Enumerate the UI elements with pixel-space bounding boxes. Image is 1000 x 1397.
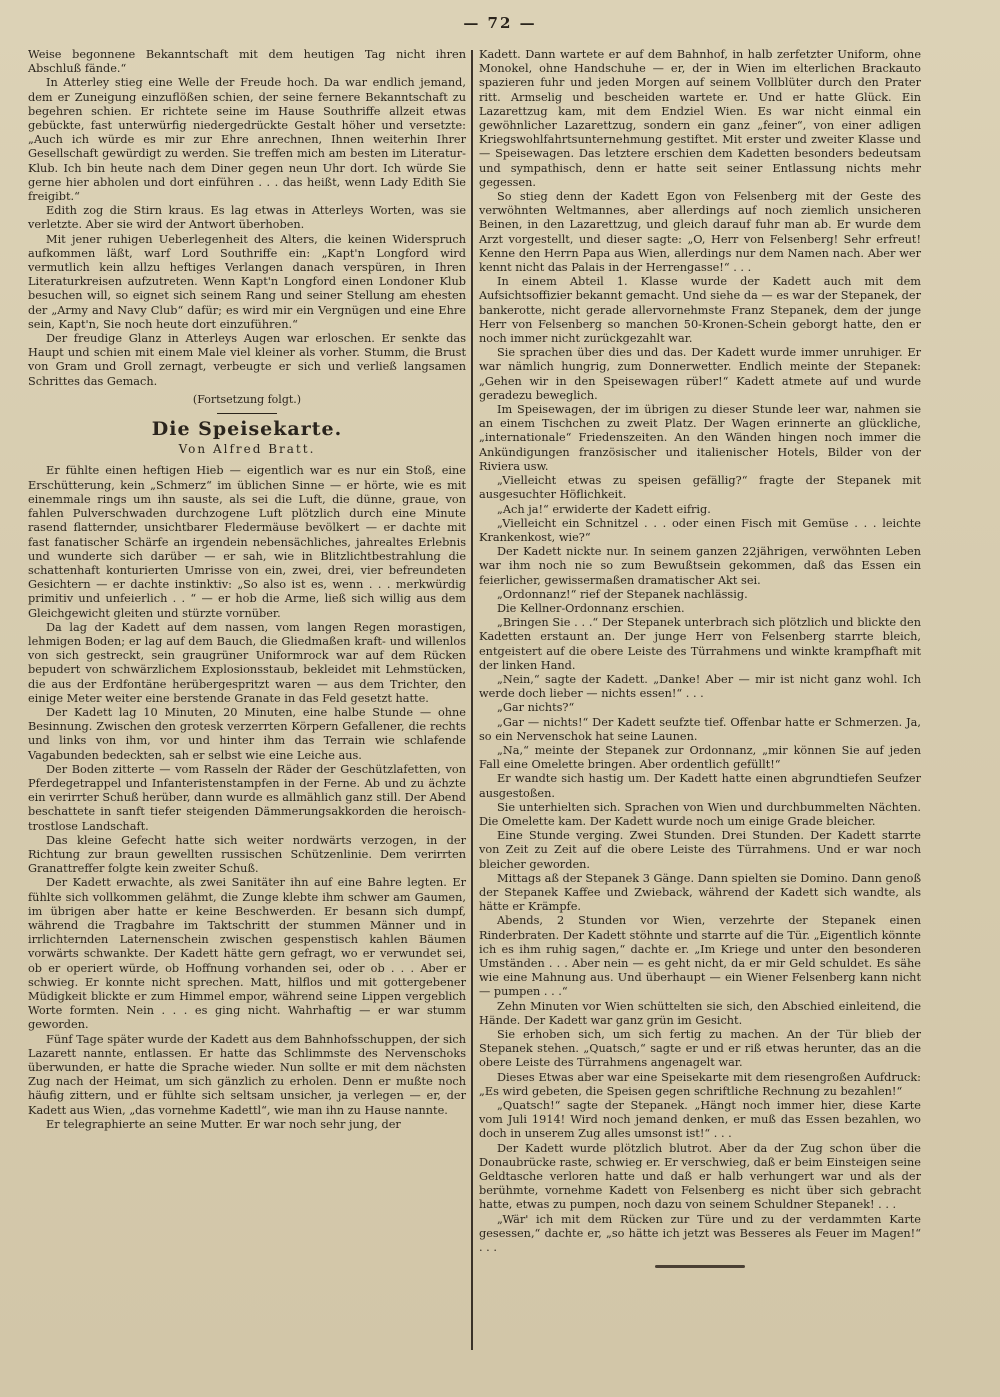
story-paragraph: „Ach ja!“ erwiderte der Kadett eifrig. — [497, 502, 711, 516]
page-number: — 72 — — [463, 14, 537, 32]
story-paragraph: Da lag der Kadett auf dem nassen, vom langen Regen morastigen, lehmigen Boden; er lag auf dem Bauch, die Gliedmaßen kraft- und willenlos von sich gestreckt, sein graugrüner Uniformrock war auf dem Rücken bepudert von schwärzlichem Explosionsstaub, bekleidet mit Lehmstücken, die aus der Erdfontäne herübergespritzt waren — aus dem Trichter, den einige Meter weiter eine berstende Granate in das Feld gesetzt hatte. — [28, 620, 466, 705]
continuation-note: (Fortsetzung folgt.) — [192, 392, 302, 406]
story-paragraph: „Quatsch!“ sagte der Stepanek. „Hängt noch immer hier, diese Karte vom Juli 1914! Wird noch jemand denken, er muß das Essen bezahlen, wo doch in unserem Zug alles umsonst ist!“ . . . — [479, 1099, 921, 1141]
left-paragraph: Der freudige Glanz in Atterleys Augen war erloschen. Er senkte das Haupt und schien mit einem Male viel kleiner als vorher. Stumm, die Brust von Gram und Groll zernagt, verbeugte er sich und verließ langsamen Schrittes das Gemach. — [28, 332, 466, 388]
story-paragraph: Der Boden zitterte — vom Rasseln der Räder der Geschützlafetten, von Pferdegetrappel und Infanteristenstampfen in der Ferne. Ab und zu ächzte ein verirrter Schuß herüber, dann wurde es allmählich ganz still. Der Abend beschattete in sanft tiefer steigenden Dämmerungsakkorden die heroisch-trostlose Landschaft. — [28, 762, 466, 833]
story-paragraph: Der Kadett wurde plötzlich blutrot. Aber da der Zug schon über die Donaubrücke raste, schwieg er. Er verschwieg, daß er beim Einsteigen seine Geldtasche verloren hatte und daß er halb verhungert war und als der berühmte, vornehme Kadett von Felsenberg es nicht über sich gebracht hatte, etwas zu pumpen, noch dazu von seinem Schuldner Stepanek! . . . — [479, 1141, 921, 1212]
column-divider — [471, 50, 473, 1350]
story-paragraph: Sie unterhielten sich. Sprachen von Wien und durchbummelten Nächten. Die Omelette kam. Der Kadett wurde noch um einige Grade bleicher. — [479, 800, 921, 828]
left-paragraph: Weise begonnene Bekanntschaft mit dem heutigen Tag nicht ihren Abschluß fände.“ — [28, 48, 466, 76]
story-paragraph: Zehn Minuten vor Wien schüttelten sie sich, den Abschied einleitend, die Hände. Der Kadett war ganz grün im Gesicht. — [479, 999, 921, 1027]
section-divider — [217, 413, 277, 414]
left-paragraph: Mit jener ruhigen Ueberlegenheit des Alters, die keinen Widerspruch aufkommen läßt, warf Lord Southriffe ein: „Kapt'n Longford wird vermutlich kein allzu heftiges Verlangen danach verspüren, in Ihren Literaturkreisen aufzutreten. Wenn Kapt'n Longford einen Londoner Klub besuchen will, so eignet sich seinem Rang und seiner Stellung am ehesten der „Army and Navy Club“ dafür; es wird mir ein Vergnügen und eine Ehre sein, Kapt'n, Sie noch heute dort einzuführen.“ — [28, 232, 466, 331]
story-paragraph: Sie sprachen über dies und das. Der Kadett wurde immer unruhiger. Er war nämlich hungrig, zum Donnerwetter. Endlich meinte der Stepanek: „Gehen wir in den Speisewagen rüber!“ Kadett atmete auf und wurde geradezu beweglich. — [479, 346, 921, 402]
story-paragraph: So stieg denn der Kadett Egon von Felsenberg mit der Geste des verwöhnten Weltmannes, aber allerdings auf noch ziemlich unsicheren Beinen, in den Lazarettzug, und gleich darauf fuhr man ab. Er wurde dem Arzt vorgestellt, und dieser sagte: „O, Herr von Felsenberg! Sehr erfreut! Kenne den Herrn Papa aus Wien, allerdings nur dem Namen nach. Aber wer kennt nicht das Palais in der Herrengasse!“ . . . — [479, 190, 921, 275]
right-column — [479, 48, 921, 1268]
story-byline: Von Alfred Bratt. — [178, 442, 316, 457]
story-paragraph: „Ordonnanz!“ rief der Stepanek nachlässig. — [497, 587, 748, 601]
story-title: Die Speisekarte. — [151, 418, 343, 441]
story-paragraph: Die Kellner-Ordonnanz erschien. — [497, 601, 685, 615]
story-paragraph: „Gar nichts?“ — [497, 701, 575, 715]
story-paragraph: Kadett. Dann wartete er auf dem Bahnhof, in halb zerfetzter Uniform, ohne Monokel, ohne Handschuhe — er, der in Wien im elterlichen Brackauto spazieren fuhr und jeden Morgen auf seinem Vollblüter durch den Prater ritt. Armselig und bescheiden wartete er. Und er hatte Glück. Ein Lazarettzug kam, mit dem Endziel Wien. Es war nicht einmal ein gewöhnlicher Lazarettzug, sondern ein ganz „feiner“, von einer adligen Kriegswohlfahrtsunternehmung gestiftet. Mit erster und zweiter Klasse und — Speisewagen. Das letztere erschien dem Kadetten besonders bedeutsam und sympathisch, denn er hatte seit seiner Entlassung nichts mehr gegessen. — [479, 48, 921, 189]
story-paragraph: Mittags aß der Stepanek 3 Gänge. Dann spielten sie Domino. Dann genoß der Stepanek Kaffee und Zwieback, während der Kadett sich wandte, als hätte er Krämpfe. — [479, 871, 922, 914]
story-paragraph: „Na,“ meinte der Stepanek zur Ordonnanz, „mir können Sie auf jeden Fall eine Omelette bringen. Aber ordentlich gefüllt!“ — [479, 743, 921, 772]
story-paragraph: Das kleine Gefecht hatte sich weiter nordwärts verzogen, in der Richtung zur braun gewellten russischen Schützenlinie. Dem verirrten Granattreffer folgte kein zweiter Schuß. — [28, 833, 466, 876]
story-paragraph: Er wandte sich hastig um. Der Kadett hatte einen abgrundtiefen Seufzer ausgestoßen. — [479, 772, 921, 800]
story-paragraph: „Gar — nichts!“ Der Kadett seufzte tief. Offenbar hatte er Schmerzen. Ja, so ein Nervenschok hat seine Launen. — [479, 715, 921, 743]
story-paragraph: „Nein,“ sagte der Kadett. „Danke! Aber — mir ist nicht ganz wohl. Ich werde doch lieber — nichts essen!“ . . . — [479, 672, 921, 701]
left-column — [28, 48, 466, 1132]
left-paragraph: Edith zog die Stirn kraus. Es lag etwas in Atterleys Worten, was sie verletzte. Aber sie wird der Antwort überhoben. — [28, 204, 466, 232]
story-paragraph: „Vielleicht etwas zu speisen gefällig?“ fragte der Stepanek mit ausgesuchter Höflichkeit. — [479, 474, 921, 502]
story-paragraph: Der Kadett lag 10 Minuten, 20 Minuten, eine halbe Stunde — ohne Besinnung. Zwischen den grotesk verzerrten Körpern Gefallener, die rechts und links von ihm, vor und hinter ihm das Terrain wie schlafende Vagabunden bedeckten, sah er selbst wie eine Leiche aus. — [28, 705, 466, 762]
story-end-rule — [655, 1265, 745, 1268]
story-paragraph: Der Kadett nickte nur. In seinem ganzen 22jährigen, verwöhnten Leben war ihm noch nie so zum Bewußtsein gekommen, daß das Essen ein feierlicher, gewissermaßen dramatischer Akt sei. — [479, 545, 921, 587]
story-paragraph: Der Kadett erwachte, als zwei Sanitäter ihn auf eine Bahre legten. Er fühlte sich vollkommen gelähmt, die Zunge klebte ihm schwer am Gaumen, im übrigen aber hatte er keine Beschwerden. Er besann sich dumpf, während die Tragbahre im Taktschritt der stummen Männer und in irrlichternden Laternenschein zwischen gespenstisch kahlen Bäumen vorwärts schwankte. Der Kadett hätte gern gefragt, wo er verwundet sei, ob er operiert würde, ob Hoffnung vorhanden sei, oder ob . . . Aber er schwieg. Er konnte nicht sprechen. Matt, hilflos und mit gottergebener Müdigkeit blickte er zum Himmel empor, während seine Lippen vergeblich Worte formten. Nein . . . es ging nicht. Wahrhaftig — er war stumm geworden. — [28, 876, 466, 1032]
story-paragraph: „Bringen Sie . . .“ Der Stepanek unterbrach sich plötzlich und blickte den Kadetten erstaunt an. Der junge Herr von Felsenberg starrte bleich, entgeistert auf die obere Leiste des Türrahmens und winkte krampfhaft mit der linken Hand. — [479, 616, 921, 672]
story-paragraph: Dieses Etwas aber war eine Speisekarte mit dem riesengroßen Aufdruck: „Es wird gebeten, die Speisen gegen schriftliche Rechnung zu bezahlen!“ — [479, 1070, 921, 1098]
story-paragraph: Abends, 2 Stunden vor Wien, verzehrte der Stepanek einen Rinderbraten. Der Kadett stöhnte und starrte auf die Tür. „Eigentlich könnte ich es ihm ruhig sagen,“ dachte er. „Im Kriege und unter den besonderen Umständen . . . Aber nein — es geht nicht, da er mir Geld schuldet. Es sähe wie eine Mahnung aus. Und überhaupt — ein Wiener Felsenberg kann nicht — pumpen . . .“ — [479, 914, 921, 999]
story-paragraph: „Vielleicht ein Schnitzel . . . oder einen Fisch mit Gemüse . . . leichte Krankenkost, wie?“ — [479, 516, 921, 544]
story-paragraph: Eine Stunde verging. Zwei Stunden. Drei Stunden. Der Kadett starrte von Zeit zu Zeit auf die obere Leiste des Türrahmens. Und er war noch bleicher geworden. — [479, 829, 921, 871]
story-paragraph: Er telegraphierte an seine Mutter. Er war noch sehr jung, der — [46, 1117, 401, 1131]
story-paragraph: „Wär' ich mit dem Rücken zur Türe und zu der verdammten Karte gesessen,“ dachte er, „so hätte ich jetzt was Besseres als Feuer im Magen!“ . . . — [479, 1212, 921, 1255]
story-paragraph: Im Speisewagen, der im übrigen zu dieser Stunde leer war, nahmen sie an einem Tischchen zu zweit Platz. Der Wagen erinnerte an glückliche, „internationale“ Friedenszeiten. An den Wänden hingen noch immer die Ankündigungen französischer und italienischer Hotels, Bilder von der Riviera usw. — [479, 403, 921, 473]
story-paragraph: In einem Abteil 1. Klasse wurde der Kadett auch mit dem Aufsichtsoffizier bekannt gemacht. Und siehe da — es war der Stepanek, der bankerotte, nicht gerade allervornehmste Franz Stepanek, dem der junge Herr von Felsenberg so manchen 50-Kronen-Schein geborgt hatte, den er noch immer nicht zurückgezahlt war. — [479, 275, 921, 346]
story-paragraph: Er fühlte einen heftigen Hieb — eigentlich war es nur ein Stoß, eine Erschütterung, kein „Schmerz“ im üblichen Sinne — er hörte, wie es mit einemmale rings um ihn sauste, als sei die Luft, die dünne, graue, von fahlen Pulverschwaden durchzogene Luft plötzlich durch eine Minute rasend flatternder, unsichtbarer Fledermäuse bevölkert — er dachte mit fast fanatischer Schärfe an irgendein nebensächliches, jahrealtes Erlebnis und wunderte sich darüber — er sah, wie in Blitzlichtbestrahlung die schattenhaft konturierten Umrisse von ein, zwei, drei, vier befreundeten Gesichtern — er dachte instinktiv: „So also ist es, wenn . . . merkwürdig primitiv und unfeierlich . . “ — er hob die Arme, ließ sich willig aus dem Gleichgewicht gleiten und stürzte vornüber. — [28, 464, 466, 620]
story-paragraph: Fünf Tage später wurde der Kadett aus dem Bahnhofsschuppen, der sich Lazarett nannte, entlassen. Er hatte das Schlimmste des Nervenschoks überwunden, er hatte die Sprache wieder. Nun sollte er mit dem nächsten Zug nach der Heimat, um sich gänzlich zu erholen. Denn er mußte noch häufig zittern, und er fühlte sich seltsam unsicher, ja verlegen — er, der Kadett aus Wien, „das vornehme Kadettl“, wie man ihn zu Hause nannte. — [28, 1032, 466, 1117]
left-paragraph: In Atterley stieg eine Welle der Freude hoch. Da war endlich jemand, dem er Zuneigung einzuflößen schien, der seine fernere Bekanntschaft zu begehren schien. Er richtete seine im Hause Southriffe allzeit etwas gebückte, fast unterwürfig niedergedrückte Gestalt höher und versetzte: „Auch ich würde es mir zur Ehre anrechnen, Ihnen weiterhin Ihrer Gesellschaft gewürdigt zu werden. Sie treffen mich am besten im Literatur-Klub. Ich bin heute nach dem Diner gegen neun Uhr dort. Ich würde Sie gerne hier abholen und dort einführen . . . das heißt, wenn Lady Edith Sie freigibt.“ — [28, 76, 466, 204]
story-paragraph: Sie erhoben sich, um sich fertig zu machen. An der Tür blieb der Stepanek stehen. „Quatsch,“ sagte er und er riß etwas herunter, das an die obere Leiste des Türrahmens angenagelt war. — [479, 1028, 921, 1070]
